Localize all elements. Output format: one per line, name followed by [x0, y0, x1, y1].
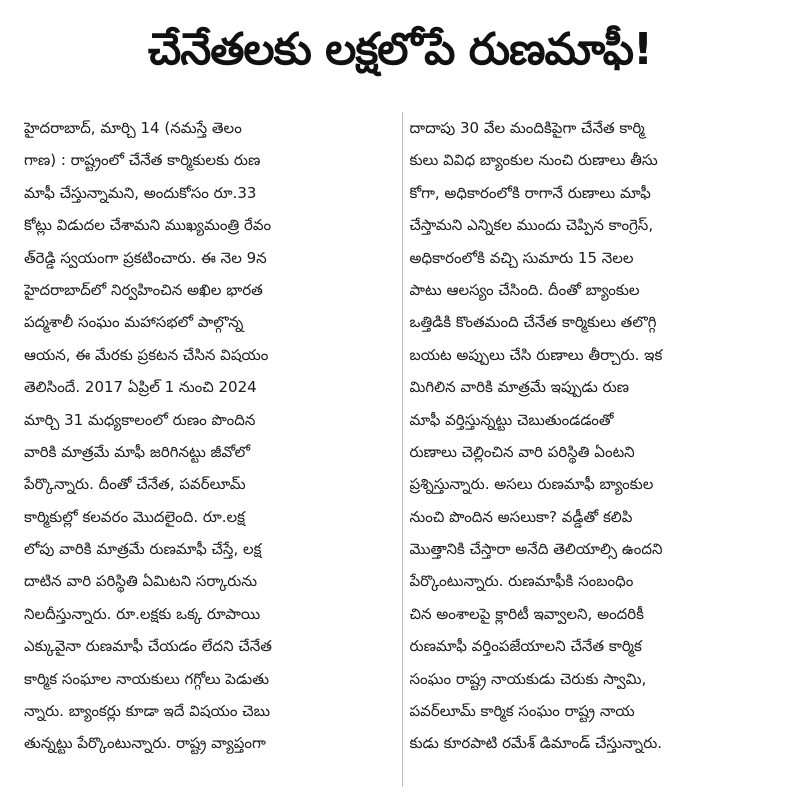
article-line: పేర్కొన్నారు. దీంతో చేనేత, పవర్‌లూమ్ — [24, 475, 246, 494]
article-line: పవర్‌లూమ్ కార్మిక సంఘం రాష్ట్ర నాయ — [409, 702, 635, 721]
article-line: కుడు కూరపాటి రమేశ్ డిమాండ్ చేస్తున్నారు. — [409, 734, 663, 753]
article-line: పేర్కొంటున్నారు. రుణమాఫీకి సంబంధిం — [409, 572, 634, 591]
article-line: తెలిసిందే. 2017 ఏప్రిల్ 1 నుంచి 2024 — [24, 378, 257, 397]
article-line: ఒత్తిడికి కొంతమంది చేనేత కార్మికులు తలొగ్గి — [409, 313, 657, 332]
article-line: హైదరాబాద్‌లో నిర్వహించిన అఖిల భారత — [24, 280, 263, 299]
column-divider — [402, 112, 403, 787]
article-line: దాటిన వారి పరిస్థితి ఏమిటని సర్కారును — [24, 572, 258, 591]
article-line: చేస్తామని ఎన్నికల ముందు చెప్పిన కాంగ్రెస్, — [409, 216, 654, 235]
article-line: పాటు ఆలస్యం చేసింది. దీంతో బ్యాంకుల — [409, 280, 640, 299]
article-line: మిగిలిన వారికి మాత్రమే ఇప్పుడు రుణ — [409, 378, 630, 397]
article-body — [24, 112, 780, 787]
article-line: ఎక్కువైనా రుణమాఫీ చేయడం లేదని చేనేత — [24, 637, 272, 656]
article-line: కార్మిక సంఘాల నాయకులు గగ్గోలు పెడుతు — [24, 669, 270, 688]
article-line: నిలదీస్తున్నారు. రూ.లక్షకు ఒక్క రూపాయి — [24, 604, 261, 623]
article-line: సంఘం రాష్ట్ర నాయకుడు చెరుకు స్వామి, — [409, 669, 647, 688]
article-line: గాణ) : రాష్ట్రంలో చేనేత కార్మికులకు రుణ — [24, 151, 261, 170]
article-line: ఆయన, ఈ మేరకు ప్రకటన చేసిన విషయం — [24, 345, 269, 364]
article-line: నుంచి పొందిన అసలుకా? వడ్డీతో కలిపి — [409, 507, 633, 526]
article-line: హైదరాబాద్, మార్చి 14 (నమస్తే తెలం — [24, 119, 242, 137]
article-line: కోట్లు విడుదల చేశామని ముఖ్యమంత్రి రేవం — [24, 216, 272, 235]
article-line: లోపు వారికి మాత్రమే రుణమాఫీ చేస్తే, లక్ష — [24, 540, 262, 559]
article-line: దాదాపు 30 వేల మందికిపైగా చేనేత కార్మి — [409, 119, 645, 137]
article-line: రుణమాఫీ వర్తింపజేయాలని చేనేత కార్మిక — [409, 637, 642, 656]
article-line: న్నారు. బ్యాంకర్లు కూడా ఇదే విషయం చెబు — [24, 702, 271, 721]
article-line: వారికి మాత్రమే మాఫీ జరిగినట్టు జీవోలో — [24, 442, 251, 461]
article-line: చిన అంశాలపై క్లారిటీ ఇవ్వాలని, అందరికీ — [409, 604, 644, 623]
article-line: తున్నట్టు పేర్కొంటున్నారు. రాష్ట్ర వ్యాప్తంగా — [24, 734, 266, 753]
article-column-left — [24, 112, 395, 787]
headline: చేనేతలకు లక్షలోపే రుణమాఫీ! — [147, 24, 653, 75]
article-line: ప్రశ్నిస్తున్నారు. అసలు రుణమాఫీ బ్యాంకుల — [409, 475, 654, 494]
article-column-right — [410, 112, 781, 787]
article-line: మాఫీ చేస్తున్నామని, అందుకోసం రూ.33 — [24, 183, 257, 202]
article-line: మొత్తానికి చేస్తారా అనేది తెలియాల్సి ఉందని — [409, 540, 663, 559]
article-line: కార్మికుల్లో కలవరం మొదలైంది. రూ.లక్ష — [24, 507, 246, 526]
article-line: అధికారంలోకి వచ్చి సుమారు 15 నెలల — [409, 248, 634, 267]
article-line: త్‌రెడ్డి స్వయంగా ప్రకటించారు. ఈ నెల 9న — [24, 248, 267, 267]
article-line: మాఫీ వర్తిస్తున్నట్టు చెబుతుండడంతో — [409, 410, 614, 429]
article-line: పద్మశాలీ సంఘం మహాసభలో పాల్గొన్న — [24, 313, 244, 332]
article-line: కోగా, అధికారంలోకి రాగానే రుణాలు మాఫీ — [409, 183, 651, 202]
article-line: రుణాలు చెల్లించిన వారి పరిస్థితి ఏంటని — [409, 442, 635, 461]
article-line: కులు వివిధ బ్యాంకుల నుంచి రుణాలు తీసు — [409, 151, 658, 170]
article-line: బయట అప్పులు చేసి రుణాలు తీర్చారు. ఇక — [409, 345, 663, 364]
article-line: మార్చి 31 మధ్యకాలంలో రుణం పొందిన — [24, 410, 256, 429]
